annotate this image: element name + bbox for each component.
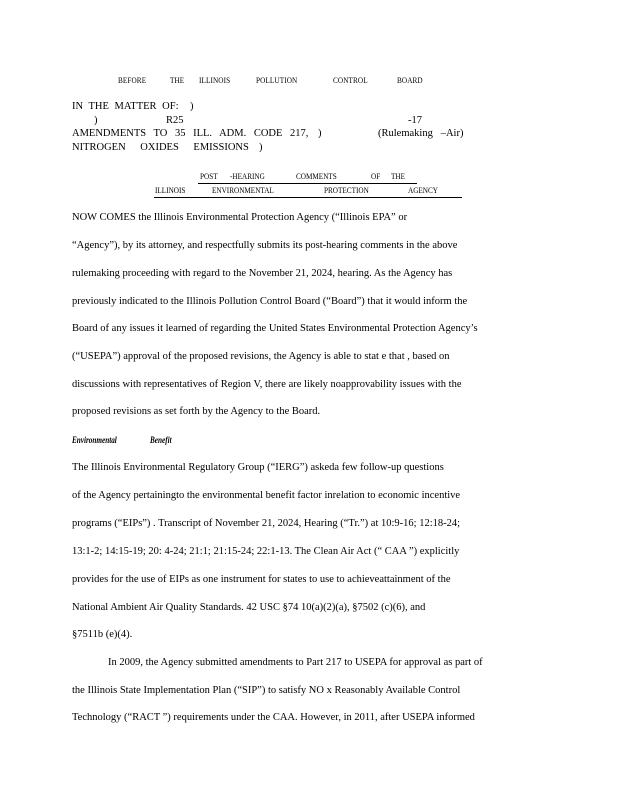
subtitle-comments: COMMENTS bbox=[296, 172, 337, 181]
p1-line-7: discussions with representatives of Region V, there are likely noapprovability issues with the bbox=[72, 379, 462, 390]
header-before: BEFORE bbox=[118, 75, 147, 85]
subtitle-underline-2 bbox=[154, 197, 462, 198]
p1-line-6: (“USEPA”) approval of the proposed revisions, the Agency is able to stat e that , based on bbox=[72, 351, 450, 362]
caption-paren-3: ) bbox=[318, 128, 322, 139]
docket-minus17: -17 bbox=[408, 115, 422, 126]
p3-line-3: Technology (“RACT ”) requirements under the CAA. However, in 2011, after USEPA informed bbox=[72, 712, 475, 723]
subtitle-illinois: ILLINOIS bbox=[155, 186, 186, 195]
caption-matter: IN THE MATTER OF: bbox=[72, 101, 179, 112]
section-heading-benefit: Benefit bbox=[150, 435, 172, 445]
p2-line-5: provides for the use of EIPs as one instrument for states to use to achieveattainment of the bbox=[72, 574, 451, 585]
p1-line-4: previously indicated to the Illinois Pollution Control Board (“Board”) that it would inform the bbox=[72, 296, 468, 307]
p2-line-6: National Ambient Air Quality Standards. 42 USC §74 10(a)(2)(a), §7502 (c)(6), and bbox=[72, 602, 426, 613]
subtitle-hearing: -HEARING bbox=[230, 172, 265, 181]
p3-line-2: the Illinois State Implementation Plan (“SIP”) to satisfy NO x Reasonably Available Control bbox=[72, 685, 461, 696]
section-heading-environmental: Environmental bbox=[72, 435, 117, 445]
subtitle-agency: AGENCY bbox=[408, 186, 439, 195]
subtitle-underline-1 bbox=[198, 183, 417, 184]
subtitle-environmental: ENVIRONMENTAL bbox=[212, 186, 274, 195]
subtitle-protection: PROTECTION bbox=[324, 186, 369, 195]
caption-paren-2: ) bbox=[94, 115, 98, 126]
caption-amendments: AMENDMENTS TO 35 ILL. ADM. CODE 217, bbox=[72, 128, 309, 139]
p2-line-7: §7511b (e)(4). bbox=[72, 629, 133, 640]
header-the: THE bbox=[170, 75, 185, 85]
p1-line-2: “Agency”), by its attorney, and respectfully submits its post-hearing comments in the above bbox=[72, 240, 458, 251]
docket-r25: R25 bbox=[166, 115, 184, 126]
p2-line-3: programs (“EIPs”) . Transcript of November 21, 2024, Hearing (“Tr.”) at 10:9-16; 12:18-24; bbox=[72, 518, 461, 529]
subtitle-the: THE bbox=[391, 172, 406, 181]
caption-paren-1: ) bbox=[190, 101, 194, 112]
header-illinois: ILLINOIS bbox=[199, 75, 231, 85]
caption-rulemaking: (Rulemaking –Air) bbox=[378, 128, 464, 139]
subtitle-post: POST bbox=[200, 172, 218, 181]
header-control: CONTROL bbox=[333, 75, 368, 85]
p2-line-2: of the Agency pertainingto the environmental benefit factor inrelation to economic incentive bbox=[72, 490, 461, 501]
p3-line-1: In 2009, the Agency submitted amendments to Part 217 to USEPA for approval as part of bbox=[108, 657, 483, 668]
p2-line-1: The Illinois Environmental Regulatory Group (“IERG”) askeda few follow-up questions bbox=[72, 462, 444, 473]
header-pollution: POLLUTION bbox=[256, 75, 298, 85]
caption-nox: NITROGEN OXIDES EMISSIONS bbox=[72, 142, 249, 153]
subtitle-of: OF bbox=[371, 172, 381, 181]
p1-line-8: proposed revisions as set forth by the Agency to the Board. bbox=[72, 406, 321, 417]
header-board: BOARD bbox=[397, 75, 423, 85]
p2-line-4: 13:1-2; 14:15-19; 20: 4-24; 21:1; 21:15-24; 22:1-13. The Clean Air Act (“ CAA ”) explicitly bbox=[72, 546, 460, 557]
p1-line-1: NOW COMES the Illinois Environmental Protection Agency (“Illinois EPA” or bbox=[72, 212, 408, 223]
p1-line-5: Board of any issues it learned of regarding the United States Environmental Protection Agency’s bbox=[72, 323, 478, 334]
p1-line-3: rulemaking proceeding with regard to the November 21, 2024, hearing. As the Agency has bbox=[72, 268, 453, 279]
caption-paren-4: ) bbox=[259, 142, 263, 153]
